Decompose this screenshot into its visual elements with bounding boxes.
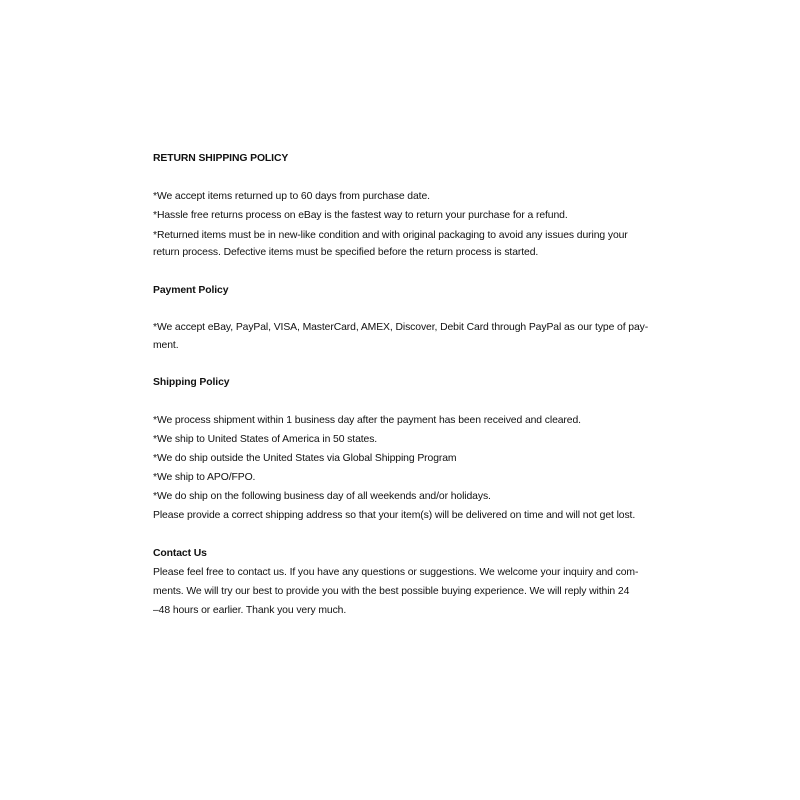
- shipping-policy-heading: Shipping Policy: [153, 377, 230, 388]
- contact-heading: Contact Us: [153, 548, 207, 559]
- shipping-policy-line: *We do ship on the following business day of all weekends and/or holidays.: [153, 491, 491, 502]
- return-policy-heading: RETURN SHIPPING POLICY: [153, 153, 289, 164]
- contact-line: Please feel free to contact us. If you have any questions or suggestions. We welcome your inquiry and com-: [153, 567, 639, 578]
- return-policy-line: return process. Defective items must be specified before the return process is started.: [153, 247, 539, 258]
- shipping-policy-line: *We process shipment within 1 business day after the payment has been received and cleared.: [153, 415, 581, 426]
- return-policy-line: *Hassle free returns process on eBay is the fastest way to return your purchase for a refund.: [153, 210, 568, 221]
- shipping-policy-line: *We ship to APO/FPO.: [153, 472, 256, 483]
- shipping-policy-line: *We ship to United States of America in 50 states.: [153, 434, 378, 445]
- shipping-policy-line: *We do ship outside the United States via Global Shipping Program: [153, 453, 457, 464]
- return-policy-line: *Returned items must be in new-like condition and with original packaging to avoid any issues during your: [153, 230, 628, 241]
- contact-line: –48 hours or earlier. Thank you very much.: [153, 605, 347, 616]
- payment-policy-line: ment.: [153, 340, 179, 351]
- payment-policy-line: *We accept eBay, PayPal, VISA, MasterCard, AMEX, Discover, Debit Card through PayPal as our type of pay-: [153, 322, 649, 333]
- shipping-policy-line: Please provide a correct shipping address so that your item(s) will be delivered on time and will not get lost.: [153, 510, 636, 521]
- return-policy-line: *We accept items returned up to 60 days from purchase date.: [153, 191, 430, 202]
- contact-line: ments. We will try our best to provide you with the best possible buying experience. We will reply within 24: [153, 586, 630, 597]
- payment-policy-heading: Payment Policy: [153, 285, 229, 296]
